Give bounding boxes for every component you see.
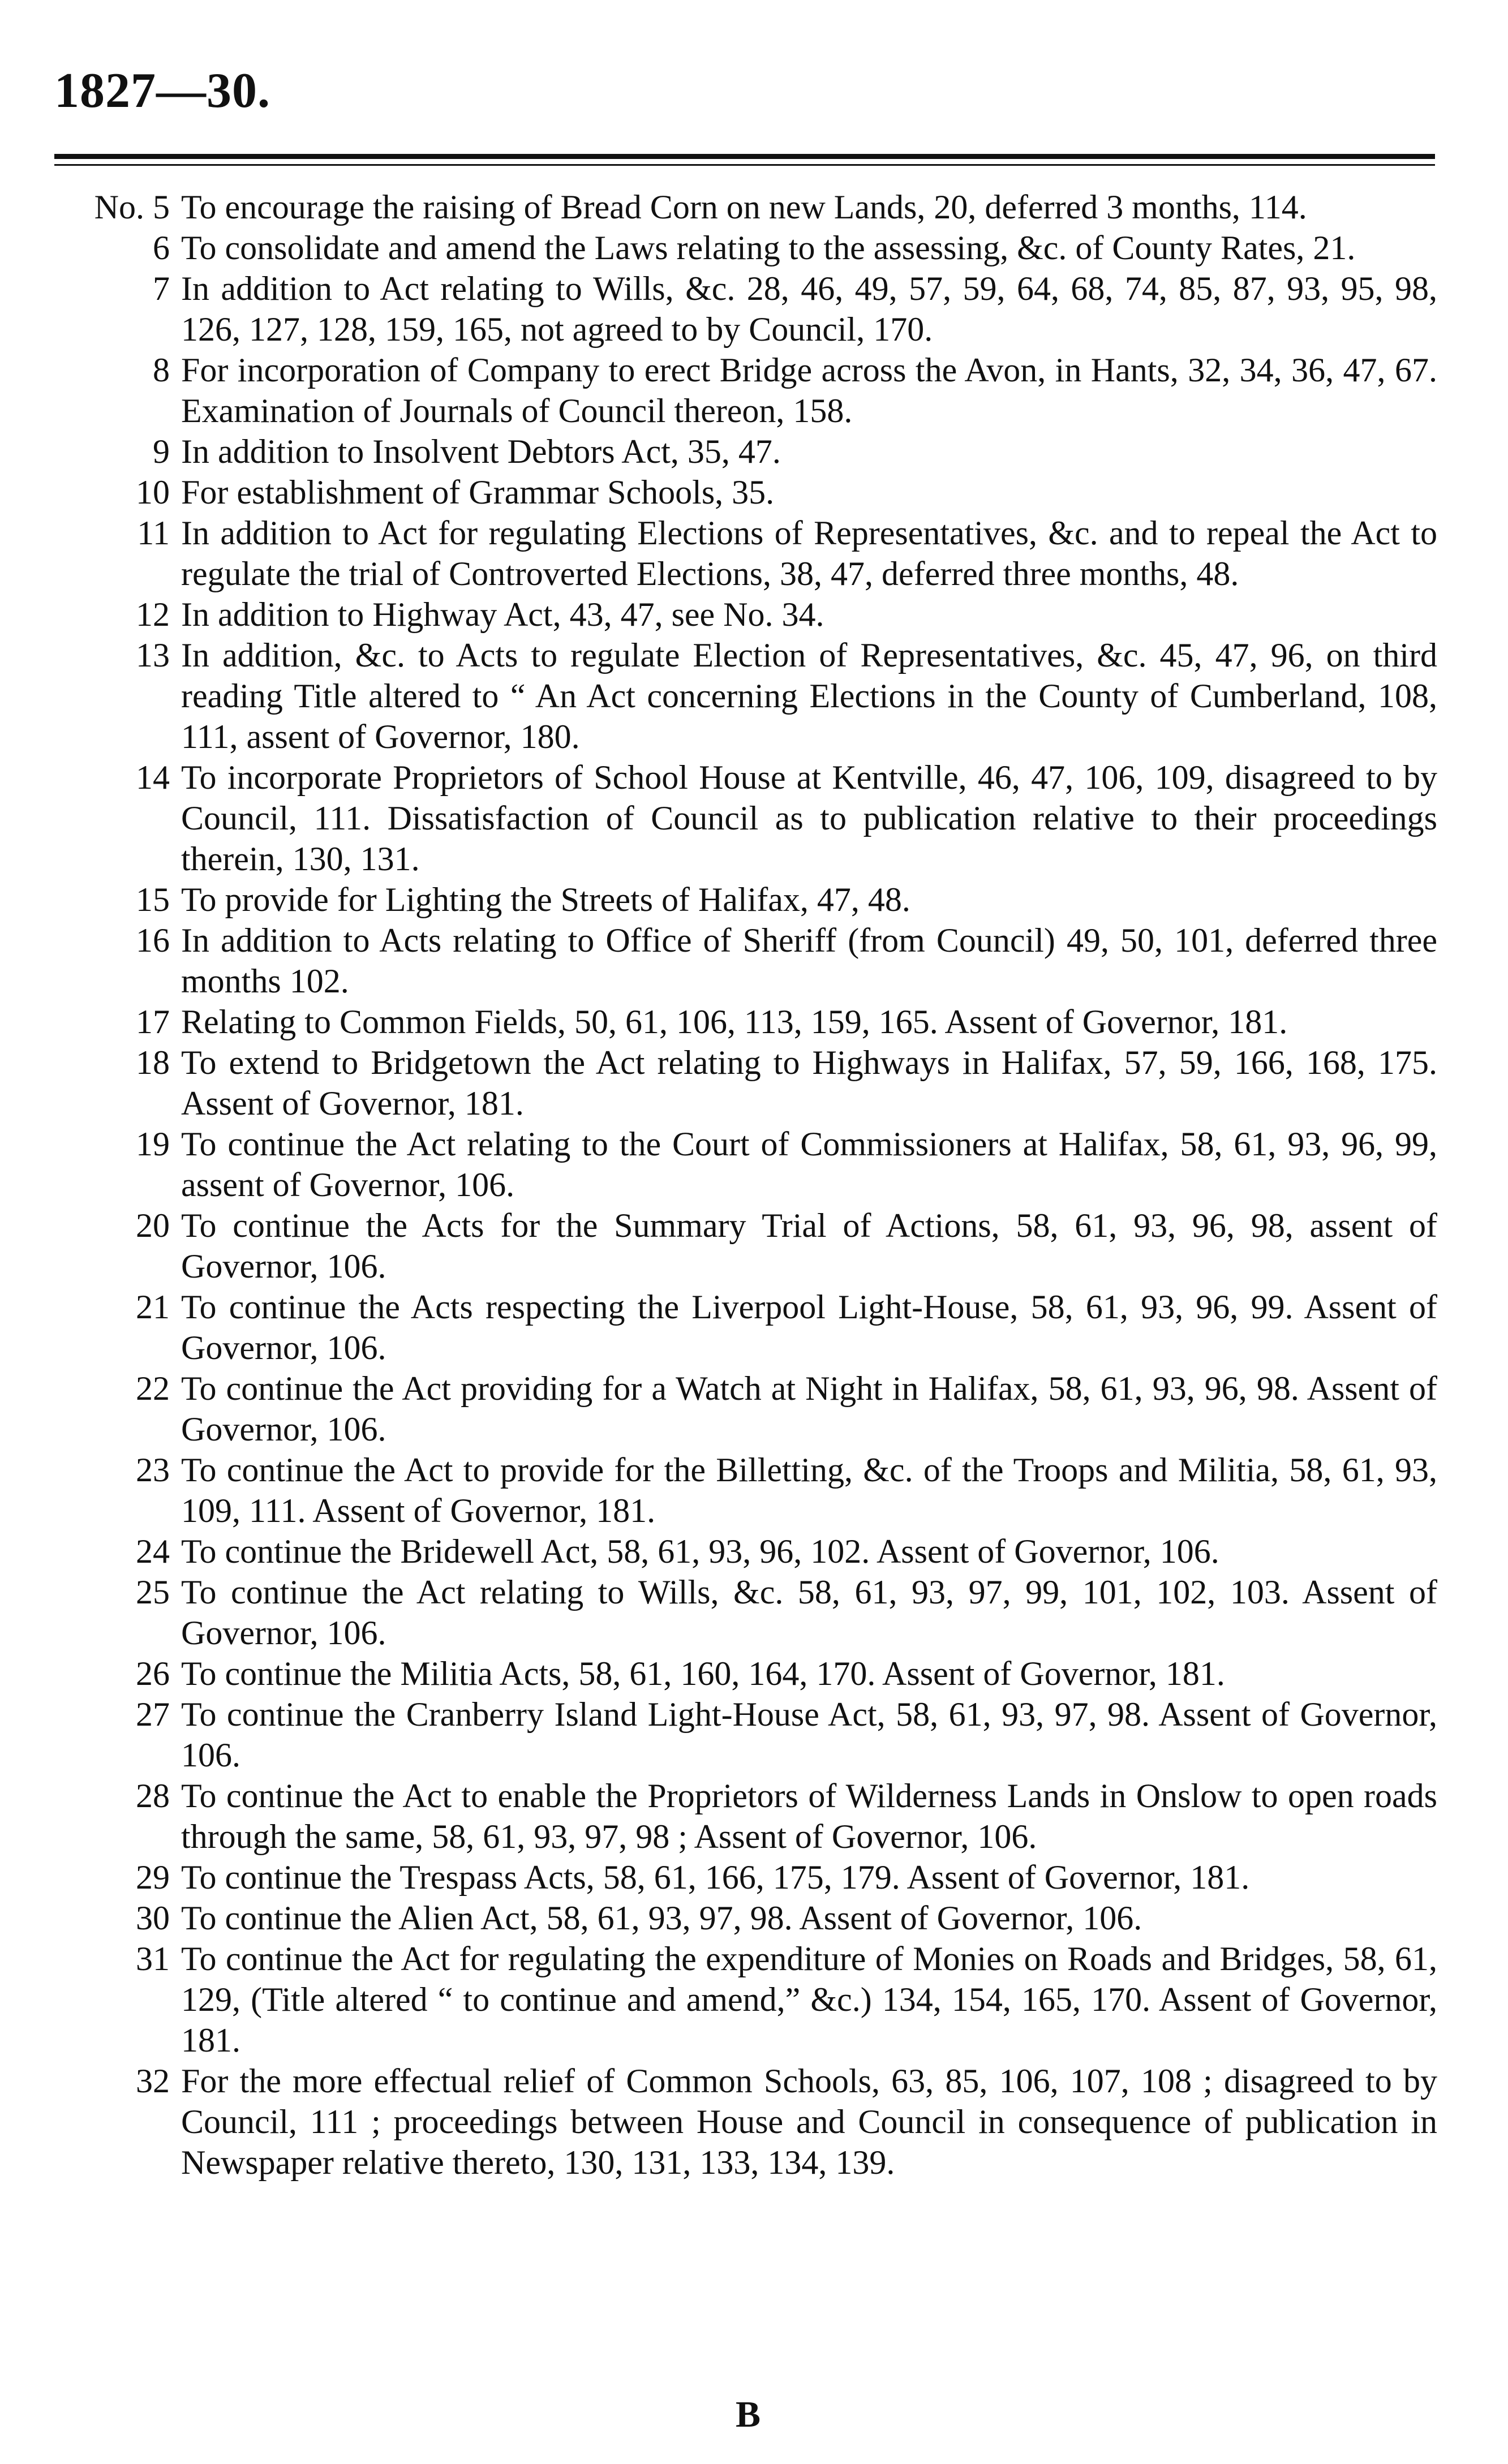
entry-number: 26 (136, 1655, 170, 1692)
signature-mark: B (736, 2394, 761, 2435)
entry-number: 15 (136, 881, 170, 918)
entry-text: To continue the Acts respecting the Liverpool Light-House, 58, 61, 93, 96, 99. Assent of Governor, 106. (181, 1288, 1437, 1366)
entry-12 (62, 594, 1437, 635)
entry-text: For incorporation of Company to erect Bridge across the Avon, in Hants, 32, 34, 36, 47, 67. Examination of Journals of Council thereon, 158. (181, 351, 1437, 429)
entry-text: In addition to Highway Act, 43, 47, see No. 34. (181, 596, 824, 633)
entry-text: To continue the Alien Act, 58, 61, 93, 97, 98. Assent of Governor, 106. (181, 1899, 1142, 1937)
entry-number: 29 (136, 1859, 170, 1896)
entry-25 (62, 1572, 1437, 1653)
entry-text: To continue the Act to provide for the Billetting, &c. of the Troops and Militia, 58, 61, 93, 109, 111. Assent of Governor, 181. (181, 1451, 1437, 1529)
entry-6 (62, 227, 1437, 268)
entry-number: 22 (136, 1370, 170, 1407)
entry-text: To continue the Bridewell Act, 58, 61, 93, 96, 102. Assent of Governor, 106. (181, 1533, 1219, 1570)
entry-17 (62, 1001, 1437, 1042)
entry-text: To continue the Cranberry Island Light-House Act, 58, 61, 93, 97, 98. Assent of Governor, 106. (181, 1696, 1437, 1774)
entry-number: 31 (136, 1940, 170, 1977)
entry-number: 7 (153, 270, 170, 307)
entry-number: 23 (136, 1451, 170, 1489)
entry-text: To encourage the raising of Bread Corn on new Lands, 20, deferred 3 months, 114. (181, 188, 1307, 226)
header-rule-thin (54, 164, 1435, 166)
entry-22 (62, 1368, 1437, 1450)
entry-23 (62, 1450, 1437, 1531)
entry-text: For the more effectual relief of Common Schools, 63, 85, 106, 107, 108 ; disagreed to by Council, 111 ; proceedings between House and Council in consequence of publication in Newspaper relative thereto, 130, 131, 133, 134, 139. (181, 2062, 1437, 2181)
header-rule-thick (54, 154, 1435, 159)
entry-text: To continue the Militia Acts, 58, 61, 160, 164, 170. Assent of Governor, 181. (181, 1655, 1225, 1692)
entry-number: 25 (136, 1573, 170, 1611)
entry-15 (62, 879, 1437, 920)
entry-text: To continue the Acts for the Summary Trial of Actions, 58, 61, 93, 96, 98, assent of Governor, 106. (181, 1207, 1437, 1285)
entries-list (62, 187, 1437, 2183)
entry-text: To incorporate Proprietors of School House at Kentville, 46, 47, 106, 109, disagreed to by Council, 111. Dissatisfaction of Council as to publication relative to their proceedings therein, 130, 131. (181, 759, 1437, 878)
entry-number: 24 (136, 1533, 170, 1570)
entry-text: To continue the Act for regulating the expenditure of Monies on Roads and Bridges, 58, 61, 129, (Title altered “ to continue and amend,” &c.) 134, 154, 165, 170. Assent of Governor, 181. (181, 1940, 1437, 2059)
entry-8 (62, 350, 1437, 431)
entry-29 (62, 1857, 1437, 1898)
entry-19 (62, 1124, 1437, 1205)
entry-26 (62, 1653, 1437, 1694)
entry-number: 10 (136, 474, 170, 511)
entry-13 (62, 635, 1437, 757)
entry-24 (62, 1531, 1437, 1572)
entry-number: 13 (136, 637, 170, 674)
entry-11 (62, 513, 1437, 594)
entry-32 (62, 2061, 1437, 2183)
entry-10 (62, 472, 1437, 513)
entry-text: For establishment of Grammar Schools, 35. (181, 474, 775, 511)
entry-number: 21 (136, 1288, 170, 1326)
entry-text: In addition to Act for regulating Elections of Representatives, &c. and to repeal the Act to regulate the trial of Controverted Elections, 38, 47, deferred three months, 48. (181, 514, 1437, 592)
entry-text: To extend to Bridgetown the Act relating to Highways in Halifax, 57, 59, 166, 168, 175. Assent of Governor, 181. (181, 1044, 1437, 1122)
page-header-years: 1827—30. (54, 63, 270, 118)
entry-number: 9 (153, 433, 170, 470)
entry-number: 11 (137, 514, 170, 552)
entry-14 (62, 757, 1437, 879)
entry-18 (62, 1042, 1437, 1124)
entry-number: 14 (136, 759, 170, 796)
entry-30 (62, 1898, 1437, 1938)
entry-20 (62, 1205, 1437, 1287)
entry-text: In addition, &c. to Acts to regulate Election of Representatives, &c. 45, 47, 96, on third reading Title altered to “ An Act concerning Elections in the County of Cumberland, 108, 111, assent of Governor, 180. (181, 637, 1437, 755)
entry-number: 16 (136, 922, 170, 959)
entry-31 (62, 1938, 1437, 2061)
entry-number: 20 (136, 1207, 170, 1244)
entry-number: 12 (136, 596, 170, 633)
entry-27 (62, 1694, 1437, 1775)
entry-9 (62, 431, 1437, 472)
entry-5 (62, 187, 1437, 227)
entry-text: To continue the Act providing for a Watch at Night in Halifax, 58, 61, 93, 96, 98. Assent of Governor, 106. (181, 1370, 1437, 1448)
entry-text: To continue the Trespass Acts, 58, 61, 166, 175, 179. Assent of Governor, 181. (181, 1859, 1250, 1896)
entry-number: 19 (136, 1125, 170, 1163)
entry-16 (62, 920, 1437, 1001)
entry-number: 27 (136, 1696, 170, 1733)
entry-number: 18 (136, 1044, 170, 1081)
entry-text: To provide for Lighting the Streets of Halifax, 47, 48. (181, 881, 910, 918)
entry-text: To continue the Act to enable the Proprietors of Wilderness Lands in Onslow to open roads through the same, 58, 61, 93, 97, 98 ; Assent of Governor, 106. (181, 1777, 1437, 1855)
entry-number: 32 (136, 2062, 170, 2100)
entry-text: To consolidate and amend the Laws relating to the assessing, &c. of County Rates, 21. (181, 229, 1356, 266)
entry-number: 28 (136, 1777, 170, 1814)
entry-number: 30 (136, 1899, 170, 1937)
entry-text: In addition to Insolvent Debtors Act, 35, 47. (181, 433, 781, 470)
entry-21 (62, 1287, 1437, 1368)
entry-number: No. 5 (94, 188, 170, 226)
entry-text: To continue the Act relating to the Court of Commissioners at Halifax, 58, 61, 93, 96, 99, assent of Governor, 106. (181, 1125, 1437, 1203)
entry-number: 8 (153, 351, 170, 389)
entry-number: 6 (153, 229, 170, 266)
entry-7 (62, 268, 1437, 350)
entry-text: To continue the Act relating to Wills, &c. 58, 61, 93, 97, 99, 101, 102, 103. Assent of Governor, 106. (181, 1573, 1437, 1652)
entry-text: Relating to Common Fields, 50, 61, 106, 113, 159, 165. Assent of Governor, 181. (181, 1003, 1288, 1040)
entry-28 (62, 1775, 1437, 1857)
entry-number: 17 (136, 1003, 170, 1040)
entry-text: In addition to Acts relating to Office of Sheriff (from Council) 49, 50, 101, deferred three months 102. (181, 922, 1437, 1000)
entry-text: In addition to Act relating to Wills, &c. 28, 46, 49, 57, 59, 64, 68, 74, 85, 87, 93, 95, 98, 126, 127, 128, 159, 165, not agreed to by Council, 170. (181, 270, 1437, 348)
